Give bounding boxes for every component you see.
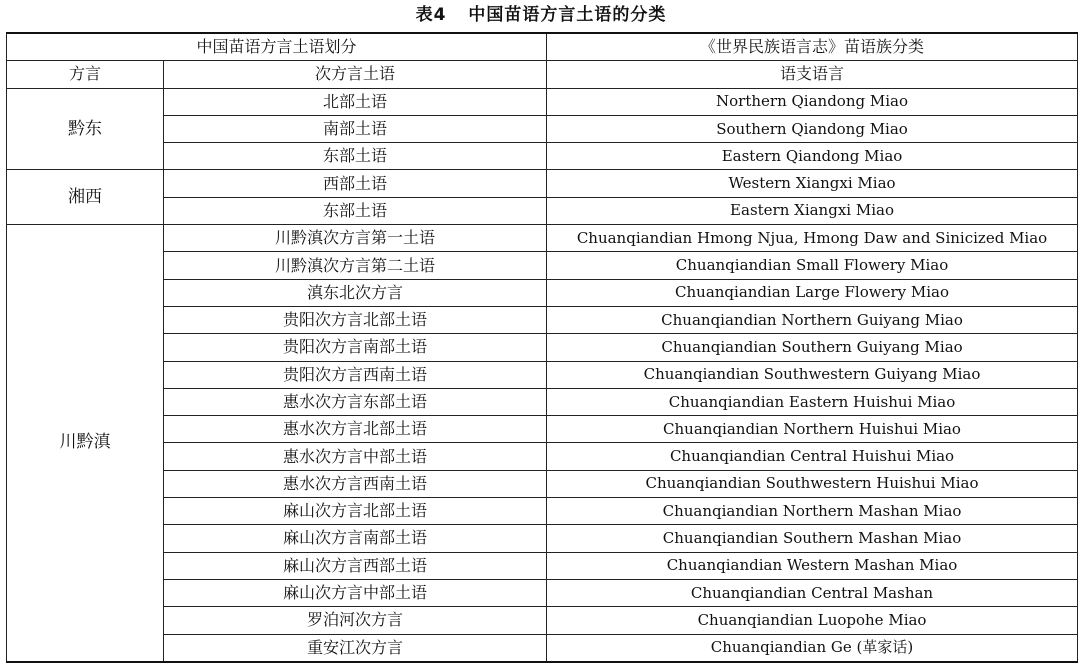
language-cell: Chuanqiandian Western Mashan Miao [547, 552, 1078, 579]
subdialect-cell: 东部土语 [164, 197, 547, 224]
language-cell: Southern Qiandong Miao [547, 115, 1078, 142]
language-cell: Chuanqiandian Large Flowery Miao [547, 279, 1078, 306]
table-row [7, 252, 1078, 279]
subdialect-cell: 重安江次方言 [164, 634, 547, 662]
column-header-language: 语支语言 [547, 61, 1078, 88]
subdialect-cell: 麻山次方言南部土语 [164, 525, 547, 552]
table-row [7, 361, 1078, 388]
language-cell: Chuanqiandian Ge (革家话) [547, 634, 1078, 662]
header-china-classification: 中国苗语方言土语划分 [7, 33, 547, 61]
table-row [7, 143, 1078, 170]
subdialect-cell: 川黔滇次方言第二土语 [164, 252, 547, 279]
subdialect-cell: 贵阳次方言北部土语 [164, 306, 547, 333]
subdialect-cell: 南部土语 [164, 115, 547, 142]
dialect-cell: 川黔滇 [7, 225, 164, 662]
subdialect-cell: 惠水次方言中部土语 [164, 443, 547, 470]
language-cell: Chuanqiandian Small Flowery Miao [547, 252, 1078, 279]
table-caption [0, 0, 1082, 30]
column-header-subdialect: 次方言土语 [164, 61, 547, 88]
subdialect-cell: 西部土语 [164, 170, 547, 197]
subdialect-cell: 贵阳次方言西南土语 [164, 361, 547, 388]
language-cell: Eastern Xiangxi Miao [547, 197, 1078, 224]
subdialect-cell: 惠水次方言北部土语 [164, 416, 547, 443]
subdialect-cell: 罗泊河次方言 [164, 607, 547, 634]
dialect-cell: 黔东 [7, 88, 164, 170]
language-cell: Chuanqiandian Southern Guiyang Miao [547, 334, 1078, 361]
table-row [7, 115, 1078, 142]
language-cell: Chuanqiandian Luopohe Miao [547, 607, 1078, 634]
language-cell: Chuanqiandian Central Mashan [547, 579, 1078, 606]
subdialect-cell: 贵阳次方言南部土语 [164, 334, 547, 361]
table-row [7, 607, 1078, 634]
language-cell: Chuanqiandian Northern Guiyang Miao [547, 306, 1078, 333]
table-row [7, 579, 1078, 606]
header-world-classification: 《世界民族语言志》苗语族分类 [547, 33, 1078, 61]
language-cell: Northern Qiandong Miao [547, 88, 1078, 115]
dialect-cell: 湘西 [7, 170, 164, 225]
language-cell: Western Xiangxi Miao [547, 170, 1078, 197]
table-body [7, 33, 1078, 662]
table-row [7, 443, 1078, 470]
header-row-columns [7, 61, 1078, 88]
language-cell: Chuanqiandian Southern Mashan Miao [547, 525, 1078, 552]
language-cell: Chuanqiandian Northern Huishui Miao [547, 416, 1078, 443]
subdialect-cell: 惠水次方言西南土语 [164, 470, 547, 497]
table-number: 表4 [415, 5, 447, 25]
table-row [7, 416, 1078, 443]
language-cell: Chuanqiandian Eastern Huishui Miao [547, 388, 1078, 415]
table-row [7, 279, 1078, 306]
table-row [7, 498, 1078, 525]
language-cell: Chuanqiandian Hmong Njua, Hmong Daw and Sinicized Miao [547, 225, 1078, 252]
language-cell: Chuanqiandian Central Huishui Miao [547, 443, 1078, 470]
subdialect-cell: 东部土语 [164, 143, 547, 170]
language-cell: Chuanqiandian Southwestern Huishui Miao [547, 470, 1078, 497]
language-cell: Eastern Qiandong Miao [547, 143, 1078, 170]
table-row [7, 225, 1078, 252]
subdialect-cell: 北部土语 [164, 88, 547, 115]
table-row [7, 470, 1078, 497]
table-title: 中国苗语方言土语的分类 [468, 5, 667, 25]
table-row [7, 197, 1078, 224]
header-row-top [7, 33, 1078, 61]
subdialect-cell: 滇东北次方言 [164, 279, 547, 306]
table-row [7, 170, 1078, 197]
table-row [7, 388, 1078, 415]
table-row [7, 552, 1078, 579]
table-row [7, 634, 1078, 662]
subdialect-cell: 麻山次方言中部土语 [164, 579, 547, 606]
table-row [7, 306, 1078, 333]
table-row [7, 334, 1078, 361]
subdialect-cell: 麻山次方言西部土语 [164, 552, 547, 579]
table-row [7, 525, 1078, 552]
subdialect-cell: 麻山次方言北部土语 [164, 498, 547, 525]
subdialect-cell: 川黔滇次方言第一土语 [164, 225, 547, 252]
subdialect-cell: 惠水次方言东部土语 [164, 388, 547, 415]
language-cell: Chuanqiandian Southwestern Guiyang Miao [547, 361, 1078, 388]
table-row [7, 88, 1078, 115]
column-header-dialect: 方言 [7, 61, 164, 88]
language-cell: Chuanqiandian Northern Mashan Miao [547, 498, 1078, 525]
dialect-classification-table [6, 32, 1078, 663]
